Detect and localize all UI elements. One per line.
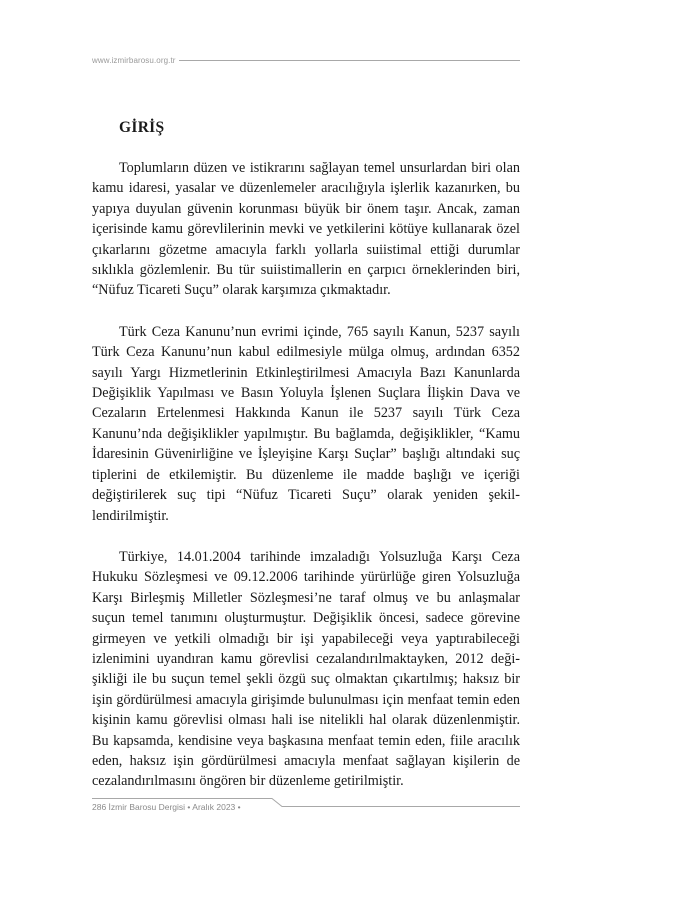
footer-text: 286 İzmir Barosu Dergisi • Aralık 2023 • — [92, 802, 241, 812]
paragraph-3: Türkiye, 14.01.2004 tarihinde imzaladığı Yolsuzluğa Karşı Ceza Hukuku Sözleşmesi ve 09.12.2006 tarihinde yürürlüğe giren Yolsuzluğa Karşı Birleşmiş Milletler Sözleşmesi’ne taraf olmuş ve bu anlaşmalar suçun temel tanımını oluşturmuştur. Değişiklik öncesi, sadece görevine girmeyen ve yetkili olmadığı bir işi yapabileceği veya yaptırabileceği izlenimini uyandıran kamu görevlisi cezalandırılmaktayken, 2012 değişikliği ile bu suçun temel şekli özgü suç olmaktan çıkartılmış; haksız bir işin gördürülmesi amacıyla girişimde bulunulması için menfaat temin eden kişinin kamu görevlisi olması hali ise nitelikli hal olarak düzenlenmiştir. Bu kapsamda, kendisine veya başkasına menfaat temin eden, fiile aracılık eden, haksız işin gördürülmesi amacıyla menfaat sağlayan kişilerin de cezalandırılmasını öngören bir düzenleme getirilmiştir. — [92, 548, 520, 790]
page-header — [92, 54, 520, 66]
header-rule — [179, 60, 520, 61]
section-heading: GİRİŞ — [119, 119, 165, 136]
paragraph-2: Türk Ceza Kanunu’nun evrimi içinde, 765 sayılı Kanun, 5237 sayılı Türk Ceza Kanunu’nun kabul edilmesiyle mülga olmuş, ardından 6352 sayılı Yargı Hizmetlerinin Etkinleştirilmesi Amacıyla Bazı Kanunlarda Değişiklik Yapılması ve Basın Yoluyla İşlenen Suçlara İlişkin Dava ve Cezaların Ertelenmesi Hakkında Kanun ile 5237 sayılı Türk Ceza Kanunu’nda değişiklikler yapılmıştır. Bu bağlamda, değişiklikler, “Kamu İdaresinin Güvenirliğine ve İşleyişine Karşı Suçlar” başlığı altındaki suç tiplerini de etkilemiştir. Bu düzenleme ile madde başlığı ve içeriği değiştirilerek suç tipi “Nüfuz Ticareti Suçu” olarak yeniden şekillendirilmiştir. — [92, 323, 520, 524]
header-url[interactable]: www.izmirbarosu.org.tr — [92, 55, 176, 65]
paragraph-1: Toplumların düzen ve istikrarını sağlayan temel unsurlardan biri olan kamu idaresi, yasalar ve düzenlemeler aracılığıyla işlerlik kazanırken, bu yapıya duyulan güvenin korunması büyük bir önem taşır. Ancak, zaman içerisinde kamu görevlilerinin mevki ve yetkilerini kötüye kullanarak özel çıkarlarını gözetme amacıyla farklı yollarla suiistimal ettiği durumlar sıklıkla gözlemlenir. Bu tür suiistimallerin en çarpıcı örneklerinden biri, “Nüfuz Ticareti Suçu” olarak karşımıza çıkmaktadır. — [92, 160, 520, 299]
page-footer — [92, 797, 520, 813]
body-text — [92, 158, 520, 813]
